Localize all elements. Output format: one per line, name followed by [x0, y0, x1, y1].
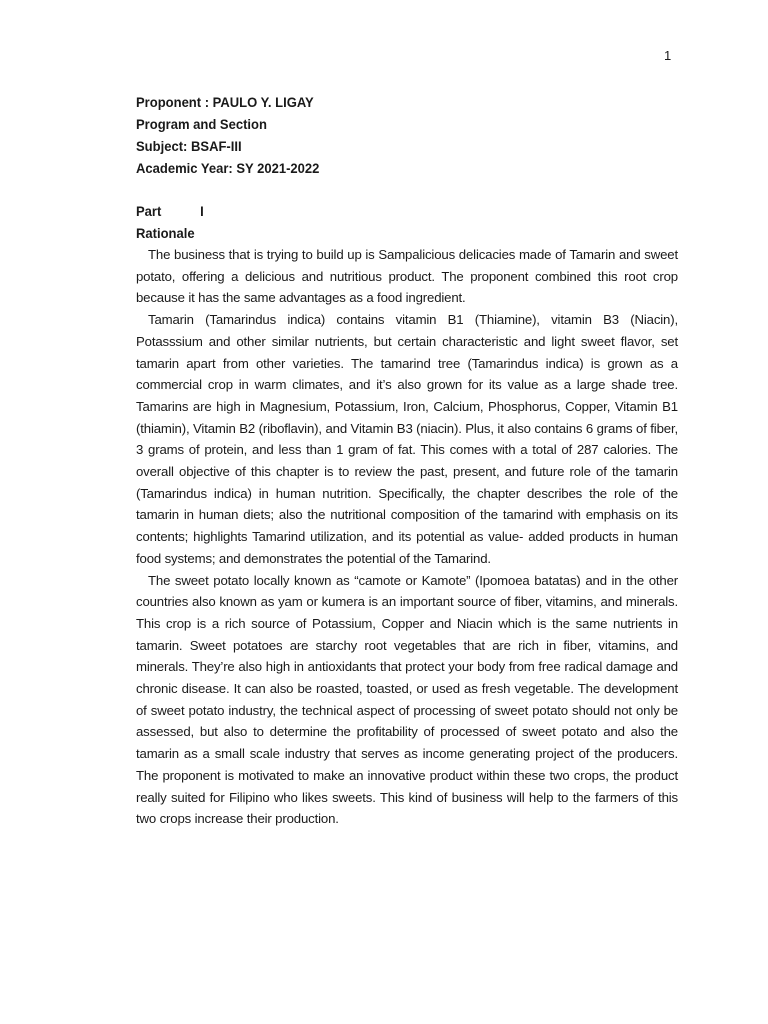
document-body — [136, 91, 678, 830]
paragraph-sweet-potato: The sweet potato locally known as “camote or Kamote” (Ipomoea batatas) and in the other countries also known as yam or kumera is an important source of fiber, vitamins, and minerals. This crop is a rich source of Potassium, Copper and Niacin which is the same nutrients in tamarin. Sweet potatoes are starchy root vegetables that are rich in fiber, vitamins, and minerals. They’re also high in antioxidants that protect your body from free radical damage and chronic disease. It can also be roasted, toasted, or used as fresh vegetable. The development of sweet potato industry, the technical aspect of processing of sweet potato should not only be assessed, but also to determine the profitability of processed of sweet potato and also the tamarin as a small scale industry that serves as income generating project of the producers. The proponent is motivated to make an innovative product within these two crops, the product really suited for Filipino who likes sweets. This kind of business will help to the farmers of this two crops increase their production. — [136, 572, 678, 827]
subject-line: Subject: BSAF-III — [136, 138, 242, 154]
page-number: 1 — [664, 48, 672, 63]
proponent-line: Proponent : PAULO Y. LIGAY — [136, 94, 314, 110]
part-heading — [136, 200, 640, 222]
academic-year-line: Academic Year: SY 2021-2022 — [136, 160, 320, 176]
header-spacer — [136, 179, 678, 200]
paragraph-intro: The business that is trying to build up is Sampalicious delicacies made of Tamarin and sweet potato, offering a delicious and nutritious product. The proponent combined this root crop because it has the same advantages as a food ingredient. — [136, 247, 678, 306]
paragraph-tamarin: Tamarin (Tamarindus indica) contains vitamin B1 (Thiamine), vitamin B3 (Niacin), Potasssium and other similar nutrients, but certain characteristic and light sweet flavor, set tamarin apart from other varieties. The tamarind tree (Tamarindus indica) is grown as a commercial crop in warm climates, and it’s also grown for its value as a large shade tree. Tamarins are high in Magnesium, Potassium, Iron, Calcium, Phosphorus, Copper, Vitamin B1 (thiamin), Vitamin B2 (riboflavin), and Vitamin B3 (niacin). Plus, it also contains 6 grams of fiber, 3 grams of protein, and less than 1 gram of fat. This comes with a total of 287 calories. The overall objective of this chapter is to review the past, present, and future role of the tamarin (Tamarindus indica) in human nutrition. Specifically, the chapter describes the role of the tamarin in human diets; also the nutritional composition of the tamarind with emphasis on its contents; highlights Tamarind utilization, and its potential as value- added products in human food systems; and demonstrates the potential of the Tamarind. — [136, 312, 678, 566]
program-section-line: Program and Section — [136, 116, 267, 132]
section-title: Rationale — [136, 225, 195, 241]
part-number: I — [200, 203, 204, 219]
part-label: Part — [136, 203, 162, 219]
